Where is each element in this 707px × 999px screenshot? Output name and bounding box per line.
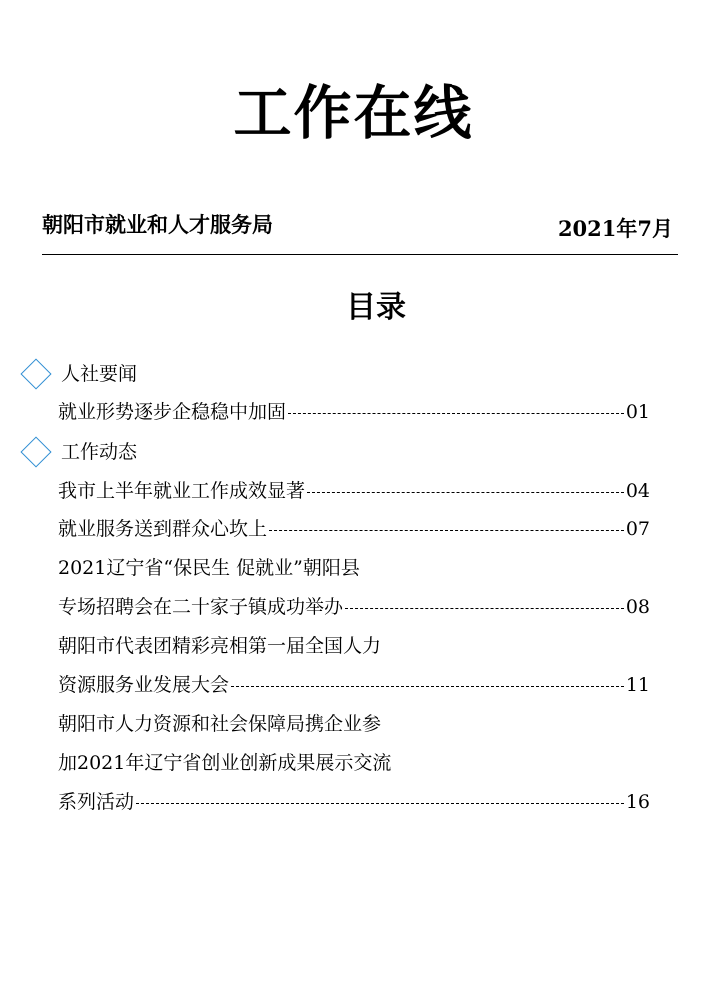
organization-name: 朝阳市就业和人才服务局 [42, 212, 273, 237]
issue-date: 2021年7月 [557, 216, 673, 241]
diamond-icon [20, 436, 51, 467]
header-divider [42, 254, 678, 255]
toc-entry[interactable] [58, 397, 650, 427]
toc-entry-line[interactable]: 2021辽宁省“保民生 促就业”朝阳县 [58, 557, 360, 579]
page-number: 07 [625, 518, 650, 540]
toc-section-work [20, 435, 137, 469]
page-number: 01 [625, 401, 650, 423]
section-label: 人社要闻 [61, 363, 138, 385]
toc-entry[interactable] [58, 592, 650, 622]
entry-title: 就业形势逐步企稳稳中加固 [58, 401, 287, 423]
dot-leader [307, 492, 624, 493]
dot-leader [136, 803, 624, 804]
toc-entry-line[interactable]: 加2021年辽宁省创业创新成果展示交流 [58, 752, 392, 774]
dot-leader [345, 608, 624, 609]
dot-leader [269, 530, 624, 531]
entry-title: 就业服务送到群众心坎上 [58, 518, 268, 540]
page-number: 08 [625, 596, 650, 618]
toc-entry[interactable] [58, 670, 650, 700]
toc-entry-line[interactable]: 朝阳市代表团精彩亮相第一届全国人力 [58, 635, 382, 657]
toc-entry[interactable] [58, 476, 650, 506]
toc-heading: 目录 [346, 290, 406, 325]
toc-entry[interactable] [58, 787, 650, 817]
entry-title: 专场招聘会在二十家子镇成功举办 [58, 596, 344, 618]
entry-title: 系列活动 [58, 791, 135, 813]
section-label: 工作动态 [61, 441, 138, 463]
page-number: 04 [625, 480, 650, 502]
toc-section-news [20, 357, 137, 391]
toc-entry[interactable] [58, 514, 650, 544]
entry-title: 我市上半年就业工作成效显著 [58, 480, 306, 502]
page-number: 16 [625, 791, 650, 813]
page-title: 工作在线 [233, 79, 474, 147]
dot-leader [231, 686, 624, 687]
dot-leader [288, 413, 624, 414]
diamond-icon [20, 358, 51, 389]
entry-title: 资源服务业发展大会 [58, 674, 230, 696]
toc-entry-line[interactable]: 朝阳市人力资源和社会保障局携企业参 [58, 713, 382, 735]
page-number: 11 [625, 674, 650, 696]
